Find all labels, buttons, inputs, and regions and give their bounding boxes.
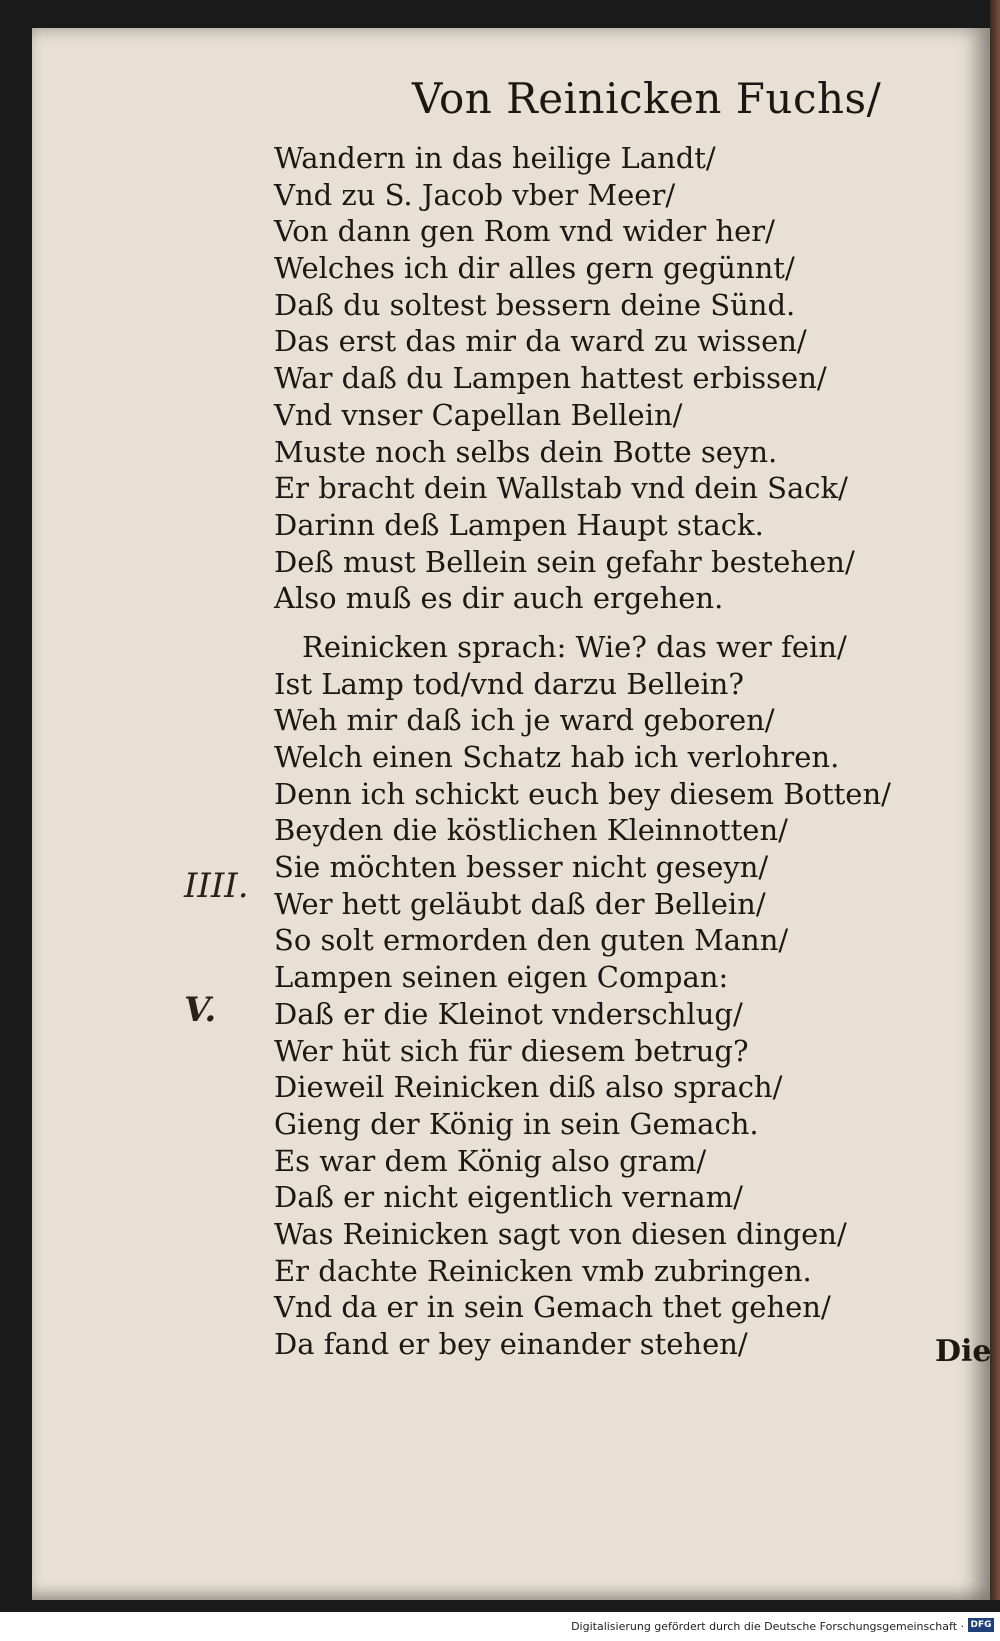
- margin-note-iiii: IIII.: [184, 866, 249, 906]
- verse-line: Da fand er bey einander stehen/: [274, 1327, 748, 1361]
- margin-note-v: V.: [184, 990, 217, 1030]
- verse-line: Dieweil Reinicken diß also sprach/: [274, 1070, 783, 1105]
- verse-line: Wer hett geläubt daß der Bellein/: [274, 886, 766, 921]
- verse-line: Ist Lamp tod/vnd darzu Bellein?: [274, 666, 744, 701]
- verse-line: Deß must Bellein sein gefahr bestehen/: [274, 544, 855, 579]
- verse-line: Daß er nicht eigentlich vernam/: [274, 1180, 743, 1215]
- footer-bar: [0, 1612, 1000, 1641]
- running-header: Von Reinicken Fuchs/: [412, 74, 882, 123]
- verse-line: Er dachte Reinicken vmb zubringen.: [274, 1253, 812, 1288]
- verse-line: Vnd vnser Capellan Bellein/: [274, 397, 683, 432]
- dfg-logo: DFG: [968, 1618, 994, 1632]
- verse-line: Darinn deß Lampen Haupt stack.: [274, 507, 764, 542]
- verse-block: [274, 140, 914, 1363]
- verse-line: Wer hüt sich für diesem betrug?: [274, 1033, 749, 1068]
- verse-line: So solt ermorden den guten Mann/: [274, 923, 789, 958]
- verse-line: Er bracht dein Wallstab vnd dein Sack/: [274, 471, 848, 506]
- verse-line: Von dann gen Rom vnd wider her/: [274, 214, 775, 249]
- verse-line: Vnd zu S. Jacob vber Meer/: [274, 177, 676, 212]
- verse-line: Das erst das mir da ward zu wissen/: [274, 324, 807, 359]
- verse-line: Es war dem König also gram/: [274, 1143, 707, 1178]
- verse-line: Reinicken sprach: Wie? das wer fein/: [302, 629, 847, 664]
- verse-line: Beyden die köstlichen Kleinnotten/: [274, 813, 788, 848]
- verse-line: Gieng der König in sein Gemach.: [274, 1106, 759, 1141]
- verse-line: Muste noch selbs dein Botte seyn.: [274, 434, 778, 469]
- verse-line: Sie möchten besser nicht geseyn/: [274, 850, 769, 885]
- verse-line: Daß du soltest bessern deine Sünd.: [274, 287, 796, 322]
- verse-line: Was Reinicken sagt von diesen dingen/: [274, 1216, 847, 1251]
- verse-line: Also muß es dir auch ergehen.: [274, 581, 724, 616]
- catchword: Die: [935, 1334, 992, 1369]
- verse-line: Welch einen Schatz hab ich verlohren.: [274, 740, 840, 774]
- verse-line: Daß er die Kleinot vnderschlug/: [274, 996, 743, 1031]
- verse-line: War daß du Lampen hattest erbissen/: [274, 361, 827, 396]
- verse-line: Denn ich schickt euch bey diesem Botten/: [274, 776, 891, 811]
- verse-line: Welches ich dir alles gern gegünnt/: [274, 251, 795, 286]
- verse-line: Weh mir daß ich je ward geboren/: [274, 703, 775, 738]
- footer-credit: Digitalisierung gefördert durch die Deutsche Forschungsgemeinschaft ·: [571, 1620, 964, 1633]
- page-gutter: [990, 0, 1000, 1600]
- verse-line: Wandern in das heilige Landt/: [274, 141, 716, 175]
- verse-line: Lampen seinen eigen Compan:: [274, 960, 729, 995]
- verse-line: Vnd da er in sein Gemach thet gehen/: [274, 1290, 831, 1325]
